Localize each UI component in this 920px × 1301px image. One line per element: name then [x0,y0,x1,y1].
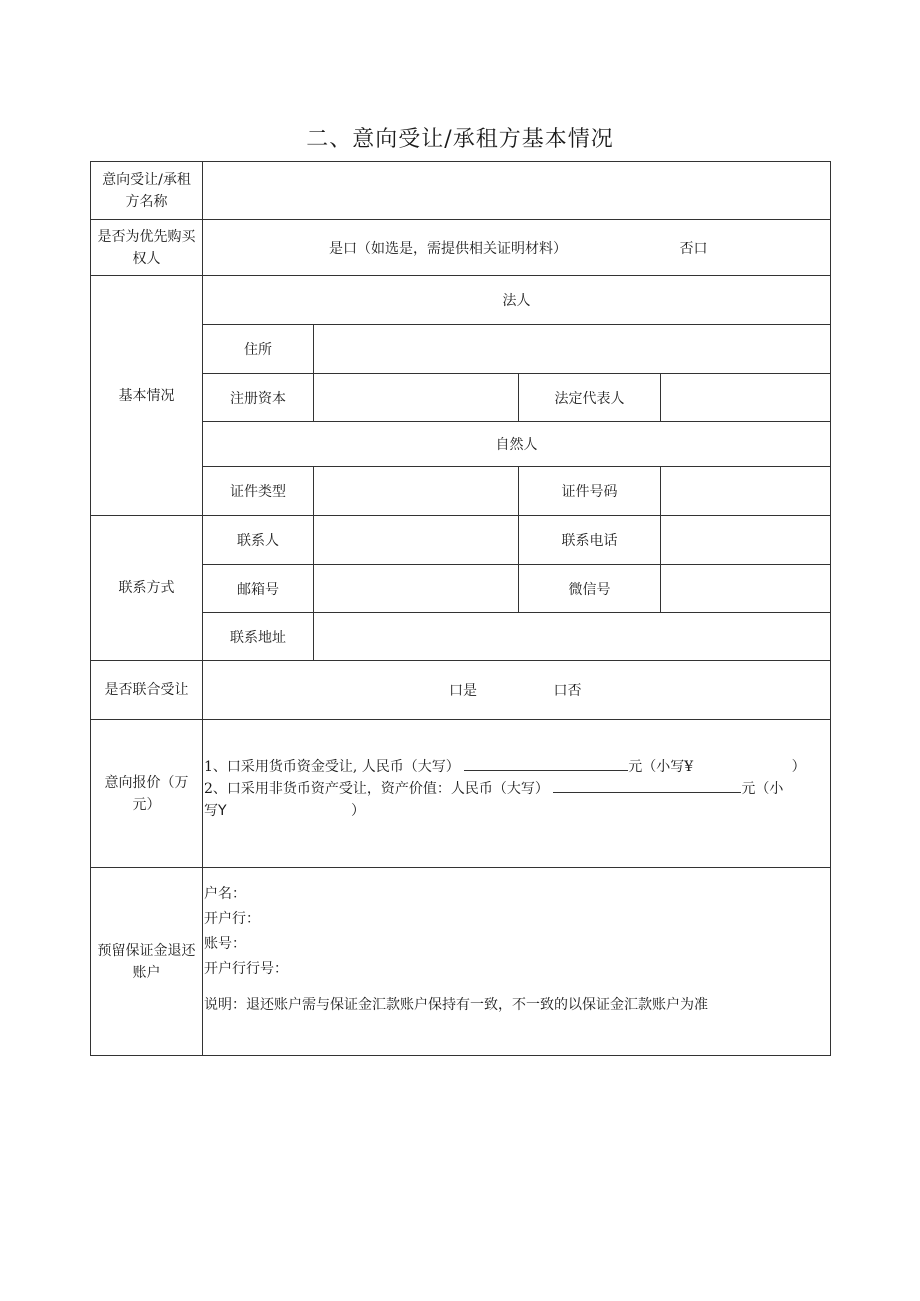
row-joint [91,661,831,720]
basic-label [91,276,203,516]
joint-no-option[interactable]: 口否 [553,683,582,699]
contact-person-field[interactable] [314,516,519,565]
page-title: 二、意向受让/承租方基本情况 [306,127,614,152]
deposit-label-text: 预留保证金退还账户 [97,942,196,981]
row-contact-person [91,516,831,565]
quote-line-2 [204,778,828,800]
quote-line2-amount-upper[interactable] [553,779,741,793]
quote-line-1 [204,756,828,778]
quote-line2-text-d: ） [351,803,366,819]
email-label: 邮箱号 [203,565,314,613]
legal-rep-label: 法定代表人 [519,374,661,422]
quote-line2-text-b: 元（小 [741,781,784,797]
joint-options [203,661,831,720]
quote-line2-text-a[interactable]: 2、口采用非货币资产受让，资产价值：人民币（大写） [204,781,549,797]
bank-no-label: 开户行行号： [204,961,288,977]
contact-address-label: 联系地址 [203,613,314,661]
id-number-field[interactable] [661,467,831,516]
legal-person-header: 法人 [203,276,831,325]
quote-label [91,720,203,868]
bank-label: 开户行： [204,911,260,927]
basic-label-text: 基本情况 [118,387,175,404]
account-no-label: 账号： [204,936,246,952]
name-label [91,162,203,220]
contact-address-field[interactable] [314,613,831,661]
row-name [91,162,831,220]
quote-line1-text-c: ） [791,759,806,775]
registered-capital-field[interactable] [314,374,519,422]
info-form-table [90,161,831,1056]
joint-label-text: 是否联合受让 [104,682,189,698]
priority-label [91,220,203,276]
name-label-text: 意向受让/承租方名称 [102,171,191,210]
wechat-label: 微信号 [519,565,661,613]
bank-no-line[interactable] [204,957,828,982]
email-field[interactable] [314,565,519,613]
contact-label-text: 联系方式 [118,580,175,596]
priority-options [203,220,831,276]
registered-capital-label: 注册资本 [203,374,314,422]
id-number-label: 证件号码 [519,467,661,516]
row-legal-person [91,276,831,325]
account-note: 说明：退还账户需与保证金汇款账户保持有一致，不一致的以保证金汇款账户为准 [204,997,708,1013]
account-name-line[interactable] [204,882,828,907]
row-quote [91,720,831,868]
natural-person-header: 自然人 [203,422,831,467]
id-type-label: 证件类型 [203,467,314,516]
bank-line[interactable] [204,907,828,932]
quote-line1-text-a[interactable]: 1、口采用货币资金受让, 人民币（大写） [204,759,460,775]
domicile-label: 住所 [203,325,314,374]
quote-line2-text-c: 写Y [204,803,227,819]
priority-yes-option[interactable]: 是口（如选是，需提供相关证明材料） [329,240,567,257]
quote-content [203,720,831,868]
quote-line1-text-b: 元（小写¥ [628,759,694,775]
deposit-label [91,868,203,1056]
row-priority [91,220,831,276]
id-type-field[interactable] [314,467,519,516]
quote-label-text: 意向报价（万元） [104,774,189,813]
name-field[interactable] [203,162,831,220]
contact-label [91,516,203,661]
quote-line1-amount-upper[interactable] [464,757,628,771]
contact-person-label: 联系人 [203,516,314,565]
account-no-line[interactable] [204,932,828,957]
priority-no-option[interactable]: 否口 [679,240,708,257]
domicile-field[interactable] [314,325,831,374]
row-deposit [91,868,831,1056]
deposit-content [203,868,831,1056]
joint-yes-option[interactable]: 口是 [449,683,477,699]
legal-rep-field[interactable] [661,374,831,422]
quote-line-2-cont [204,800,828,822]
contact-phone-field[interactable] [661,516,831,565]
priority-label-text: 是否为优先购买权人 [97,228,196,267]
account-name-label: 户名： [204,886,246,902]
wechat-field[interactable] [661,565,831,613]
contact-phone-label: 联系电话 [519,516,661,565]
joint-label [91,661,203,720]
